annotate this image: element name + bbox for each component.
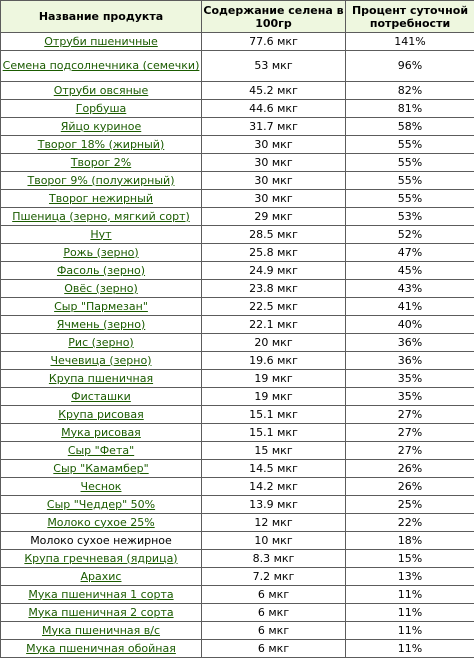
product-name-cell: [1, 568, 202, 586]
table-row: [1, 33, 474, 51]
daily-percent-cell: 82%: [346, 82, 474, 100]
table-row: [1, 352, 474, 370]
table-row: [1, 532, 474, 550]
selenium-content-cell: 15 мкг: [202, 442, 346, 460]
selenium-content-cell: 6 мкг: [202, 622, 346, 640]
product-link[interactable]: Мука пшеничная обойная: [26, 642, 176, 655]
product-name-cell: [1, 82, 202, 100]
table-body: [1, 33, 474, 658]
daily-percent-cell: 26%: [346, 478, 474, 496]
table-row: [1, 51, 474, 82]
selenium-content-cell: 19 мкг: [202, 370, 346, 388]
table-row: [1, 262, 474, 280]
header-daily-percent: Процент суточной потребности: [346, 1, 474, 33]
product-link[interactable]: Овёс (зерно): [64, 282, 138, 295]
table-row: [1, 622, 474, 640]
table-row: [1, 406, 474, 424]
table-row: [1, 100, 474, 118]
selenium-content-cell: 22.5 мкг: [202, 298, 346, 316]
daily-percent-cell: 11%: [346, 622, 474, 640]
table-row: [1, 118, 474, 136]
daily-percent-cell: 22%: [346, 514, 474, 532]
header-product-name: Название продукта: [1, 1, 202, 33]
selenium-content-cell: 8.3 мкг: [202, 550, 346, 568]
table-row: [1, 172, 474, 190]
table-row: [1, 298, 474, 316]
selenium-content-cell: 12 мкг: [202, 514, 346, 532]
product-link[interactable]: Крупа гречневая (ядрица): [24, 552, 177, 565]
daily-percent-cell: 41%: [346, 298, 474, 316]
table-row: [1, 82, 474, 100]
daily-percent-cell: 11%: [346, 586, 474, 604]
table-row: [1, 604, 474, 622]
product-name-cell: [1, 370, 202, 388]
product-link[interactable]: Крупа рисовая: [58, 408, 143, 421]
daily-percent-cell: 26%: [346, 460, 474, 478]
product-name-cell: [1, 478, 202, 496]
selenium-content-cell: 31.7 мкг: [202, 118, 346, 136]
header-row: [1, 1, 474, 33]
selenium-content-cell: 29 мкг: [202, 208, 346, 226]
product-link[interactable]: Мука пшеничная 1 сорта: [28, 588, 173, 601]
daily-percent-cell: 47%: [346, 244, 474, 262]
table-row: [1, 568, 474, 586]
product-link[interactable]: Творог нежирный: [49, 192, 153, 205]
daily-percent-cell: 52%: [346, 226, 474, 244]
daily-percent-cell: 35%: [346, 370, 474, 388]
daily-percent-cell: 25%: [346, 496, 474, 514]
product-name-cell: [1, 532, 202, 550]
table-row: [1, 334, 474, 352]
product-link[interactable]: Ячмень (зерно): [57, 318, 145, 331]
product-link[interactable]: Творог 9% (полужирный): [28, 174, 175, 187]
product-name-cell: [1, 352, 202, 370]
table-row: [1, 316, 474, 334]
daily-percent-cell: 11%: [346, 604, 474, 622]
product-link[interactable]: Сыр "Фета": [68, 444, 134, 457]
table-row: [1, 280, 474, 298]
product-name-cell: [1, 388, 202, 406]
product-name-cell: [1, 190, 202, 208]
product-link[interactable]: Сыр "Пармезан": [54, 300, 148, 313]
table-row: [1, 244, 474, 262]
product-link[interactable]: Творог 18% (жирный): [38, 138, 165, 151]
product-link[interactable]: Отруби овсяные: [54, 84, 149, 97]
selenium-content-cell: 53 мкг: [202, 51, 346, 82]
product-name-cell: [1, 154, 202, 172]
selenium-content-cell: 24.9 мкг: [202, 262, 346, 280]
product-name: Молоко сухое нежирное: [30, 534, 172, 547]
daily-percent-cell: 40%: [346, 316, 474, 334]
daily-percent-cell: 53%: [346, 208, 474, 226]
selenium-content-cell: 13.9 мкг: [202, 496, 346, 514]
table-row: [1, 478, 474, 496]
selenium-content-cell: 6 мкг: [202, 586, 346, 604]
selenium-content-cell: 25.8 мкг: [202, 244, 346, 262]
table-row: [1, 550, 474, 568]
daily-percent-cell: 27%: [346, 406, 474, 424]
product-name-cell: [1, 460, 202, 478]
table-row: [1, 388, 474, 406]
table-row: [1, 370, 474, 388]
product-link[interactable]: Сыр "Камамбер": [53, 462, 148, 475]
product-link[interactable]: Фисташки: [71, 390, 131, 403]
table-row: [1, 208, 474, 226]
selenium-content-cell: 30 мкг: [202, 172, 346, 190]
daily-percent-cell: 27%: [346, 442, 474, 460]
product-link[interactable]: Молоко сухое 25%: [47, 516, 154, 529]
daily-percent-cell: 96%: [346, 51, 474, 82]
product-link[interactable]: Рис (зерно): [68, 336, 133, 349]
product-link[interactable]: Сыр "Чеддер" 50%: [47, 498, 155, 511]
selenium-content-cell: 23.8 мкг: [202, 280, 346, 298]
selenium-content-cell: 19.6 мкг: [202, 352, 346, 370]
product-link[interactable]: Чеснок: [81, 480, 122, 493]
selenium-content-cell: 77.6 мкг: [202, 33, 346, 51]
product-name-cell: [1, 442, 202, 460]
product-link[interactable]: Яйцо куриное: [61, 120, 141, 133]
product-name-cell: [1, 496, 202, 514]
product-link[interactable]: Нут: [90, 228, 111, 241]
product-link[interactable]: Рожь (зерно): [63, 246, 138, 259]
selenium-content-cell: 6 мкг: [202, 640, 346, 658]
product-name-cell: [1, 550, 202, 568]
table-row: [1, 136, 474, 154]
product-name-cell: [1, 118, 202, 136]
selenium-content-cell: 30 мкг: [202, 136, 346, 154]
product-name-cell: [1, 514, 202, 532]
table-row: [1, 442, 474, 460]
table-row: [1, 190, 474, 208]
product-link[interactable]: Чечевица (зерно): [50, 354, 151, 367]
product-name-cell: [1, 280, 202, 298]
selenium-content-cell: 30 мкг: [202, 190, 346, 208]
selenium-content-cell: 19 мкг: [202, 388, 346, 406]
product-link[interactable]: Творог 2%: [71, 156, 131, 169]
product-name-cell: [1, 172, 202, 190]
daily-percent-cell: 27%: [346, 424, 474, 442]
product-name-cell: [1, 208, 202, 226]
table-row: [1, 424, 474, 442]
product-name-cell: [1, 33, 202, 51]
table-row: [1, 154, 474, 172]
product-link[interactable]: Мука рисовая: [61, 426, 141, 439]
selenium-content-cell: 22.1 мкг: [202, 316, 346, 334]
product-link[interactable]: Крупа пшеничная: [49, 372, 153, 385]
product-link[interactable]: Пшеница (зерно, мягкий сорт): [12, 210, 190, 223]
selenium-content-cell: 14.2 мкг: [202, 478, 346, 496]
product-name-cell: [1, 136, 202, 154]
table-header: [1, 1, 474, 33]
selenium-content-cell: 45.2 мкг: [202, 82, 346, 100]
product-link[interactable]: Арахис: [81, 570, 122, 583]
selenium-content-cell: 6 мкг: [202, 604, 346, 622]
product-name-cell: [1, 604, 202, 622]
table-row: [1, 514, 474, 532]
daily-percent-cell: 55%: [346, 172, 474, 190]
product-link[interactable]: Семена подсолнечника (семечки): [3, 59, 200, 72]
product-name-cell: [1, 226, 202, 244]
daily-percent-cell: 18%: [346, 532, 474, 550]
product-name-cell: [1, 586, 202, 604]
product-name-cell: [1, 316, 202, 334]
product-name-cell: [1, 262, 202, 280]
product-name-cell: [1, 298, 202, 316]
product-link[interactable]: Отруби пшеничные: [44, 35, 158, 48]
daily-percent-cell: 55%: [346, 136, 474, 154]
selenium-content-cell: 30 мкг: [202, 154, 346, 172]
selenium-content-cell: 14.5 мкг: [202, 460, 346, 478]
selenium-content-cell: 44.6 мкг: [202, 100, 346, 118]
table-row: [1, 460, 474, 478]
product-link[interactable]: Мука пшеничная в/с: [42, 624, 160, 637]
product-link[interactable]: Фасоль (зерно): [57, 264, 145, 277]
selenium-content-cell: 15.1 мкг: [202, 424, 346, 442]
product-link[interactable]: Горбуша: [76, 102, 127, 115]
product-name-cell: [1, 406, 202, 424]
daily-percent-cell: 15%: [346, 550, 474, 568]
header-selenium-content: Содержание селена в 100гр: [202, 1, 346, 33]
daily-percent-cell: 11%: [346, 640, 474, 658]
selenium-content-cell: 15.1 мкг: [202, 406, 346, 424]
table-row: [1, 586, 474, 604]
product-name-cell: [1, 51, 202, 82]
selenium-content-cell: 7.2 мкг: [202, 568, 346, 586]
daily-percent-cell: 55%: [346, 190, 474, 208]
daily-percent-cell: 13%: [346, 568, 474, 586]
selenium-content-cell: 10 мкг: [202, 532, 346, 550]
product-name-cell: [1, 424, 202, 442]
product-name-cell: [1, 334, 202, 352]
table-row: [1, 226, 474, 244]
table-row: [1, 496, 474, 514]
selenium-content-cell: 28.5 мкг: [202, 226, 346, 244]
product-name-cell: [1, 622, 202, 640]
daily-percent-cell: 81%: [346, 100, 474, 118]
daily-percent-cell: 35%: [346, 388, 474, 406]
product-name-cell: [1, 100, 202, 118]
daily-percent-cell: 36%: [346, 334, 474, 352]
daily-percent-cell: 58%: [346, 118, 474, 136]
daily-percent-cell: 55%: [346, 154, 474, 172]
daily-percent-cell: 45%: [346, 262, 474, 280]
product-name-cell: [1, 244, 202, 262]
product-link[interactable]: Мука пшеничная 2 сорта: [28, 606, 173, 619]
daily-percent-cell: 36%: [346, 352, 474, 370]
daily-percent-cell: 43%: [346, 280, 474, 298]
daily-percent-cell: 141%: [346, 33, 474, 51]
selenium-content-cell: 20 мкг: [202, 334, 346, 352]
